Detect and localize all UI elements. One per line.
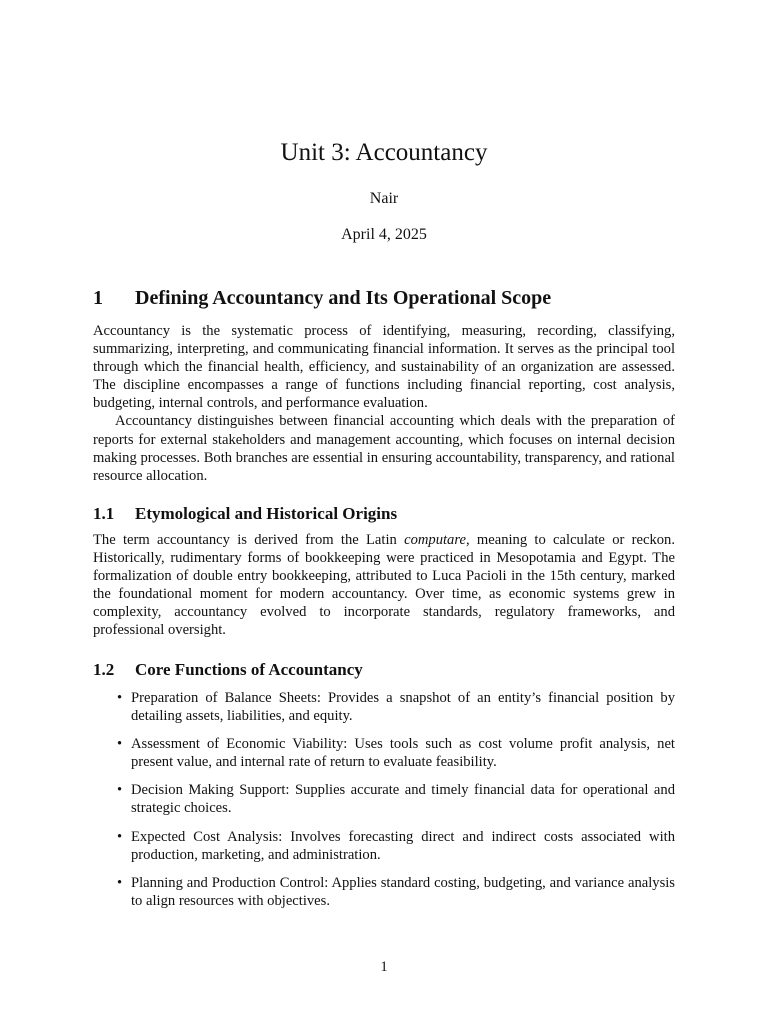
bullet-icon: •: [117, 828, 123, 845]
list-item-text: Expected Cost Analysis: Involves forecasting direct and indirect costs associated with production, marketing, and administration.: [131, 828, 675, 863]
section-1-paragraph-1: Accountancy is the systematic process of identifying, measuring, recording, classifying, summarizing, interpreting, and communicating financial information. It serves as the principal tool through which the financial health, efficiency, and sustainability of an organization are assessed. The discipline encompasses a range of functions including financial reporting, cost analysis, budgeting, internal controls, and performance evaluation.: [93, 323, 675, 412]
subsection-1-1-text-after: , meaning to calculate or reckon. Historically, rudimentary forms of bookkeeping were practiced in Mesopotamia and Egypt. The formalization of double entry bookkeeping, attributed to Luca Pacioli in the 15th century, marked the foundational moment for modern accountancy. Over time, as economic systems grew in complexity, accountancy evolved to incorporate standards, regulatory frameworks, and professional oversight.: [93, 532, 675, 639]
subsection-1-1-body: [93, 531, 675, 640]
section-1-heading: [93, 285, 675, 311]
list-item: [93, 874, 675, 910]
section-1-title: Defining Accountancy and Its Operational Scope: [135, 287, 552, 309]
bullet-icon: •: [117, 690, 123, 706]
list-item-text: Assessment of Economic Viability: Uses tools such as cost volume profit analysis, net present value, and internal rate of return to evaluate feasibility.: [131, 736, 675, 771]
subsection-1-1-heading: [93, 503, 675, 525]
subsection-1-2-number: 1.2: [93, 660, 115, 679]
subsection-1-1-number: 1.1: [93, 504, 115, 523]
bullet-icon: •: [117, 782, 123, 799]
list-item: [93, 828, 675, 864]
list-item-text: Planning and Production Control: Applies standard costing, budgeting, and variance analysis to align resources with objectives.: [131, 874, 675, 909]
document-date: April 4, 2025: [341, 226, 427, 243]
subsection-1-1-paragraph: [93, 531, 675, 640]
section-1-body: [93, 322, 675, 485]
section-1-number: 1: [93, 287, 103, 309]
section-1-paragraph-2: Accountancy distinguishes between financial accounting which deals with the preparation of reports for external stakeholders and management accounting, which focuses on internal decision making processes. Both branches are essential in ensuring accountability, transparency, and rational resource allocation.: [93, 413, 675, 484]
subsection-1-2-heading: [93, 659, 675, 681]
subsection-1-1-text-before: The term accountancy is derived from the Latin: [93, 532, 405, 548]
subsection-1-2-title: Core Functions of Accountancy: [135, 660, 363, 679]
list-item-text: Decision Making Support: Supplies accurate and timely financial data for operational and strategic choices.: [131, 782, 675, 817]
core-functions-list-container: [93, 689, 675, 920]
list-item: [93, 781, 675, 817]
document-page: [93, 0, 675, 1024]
document-author: Nair: [369, 190, 399, 207]
list-item: [93, 689, 675, 725]
page-number: 1: [380, 959, 388, 975]
bullet-icon: •: [117, 736, 123, 753]
document-title: Unit 3: Accountancy: [280, 139, 488, 166]
core-functions-list: [93, 689, 675, 910]
list-item-text: Preparation of Balance Sheets: Provides a snapshot of an entity’s financial position by detailing assets, liabilities, and equity.: [131, 690, 675, 725]
list-item: [93, 735, 675, 771]
latin-term: computare: [404, 532, 466, 548]
bullet-icon: •: [117, 874, 123, 891]
subsection-1-1-title: Etymological and Historical Origins: [135, 504, 398, 523]
